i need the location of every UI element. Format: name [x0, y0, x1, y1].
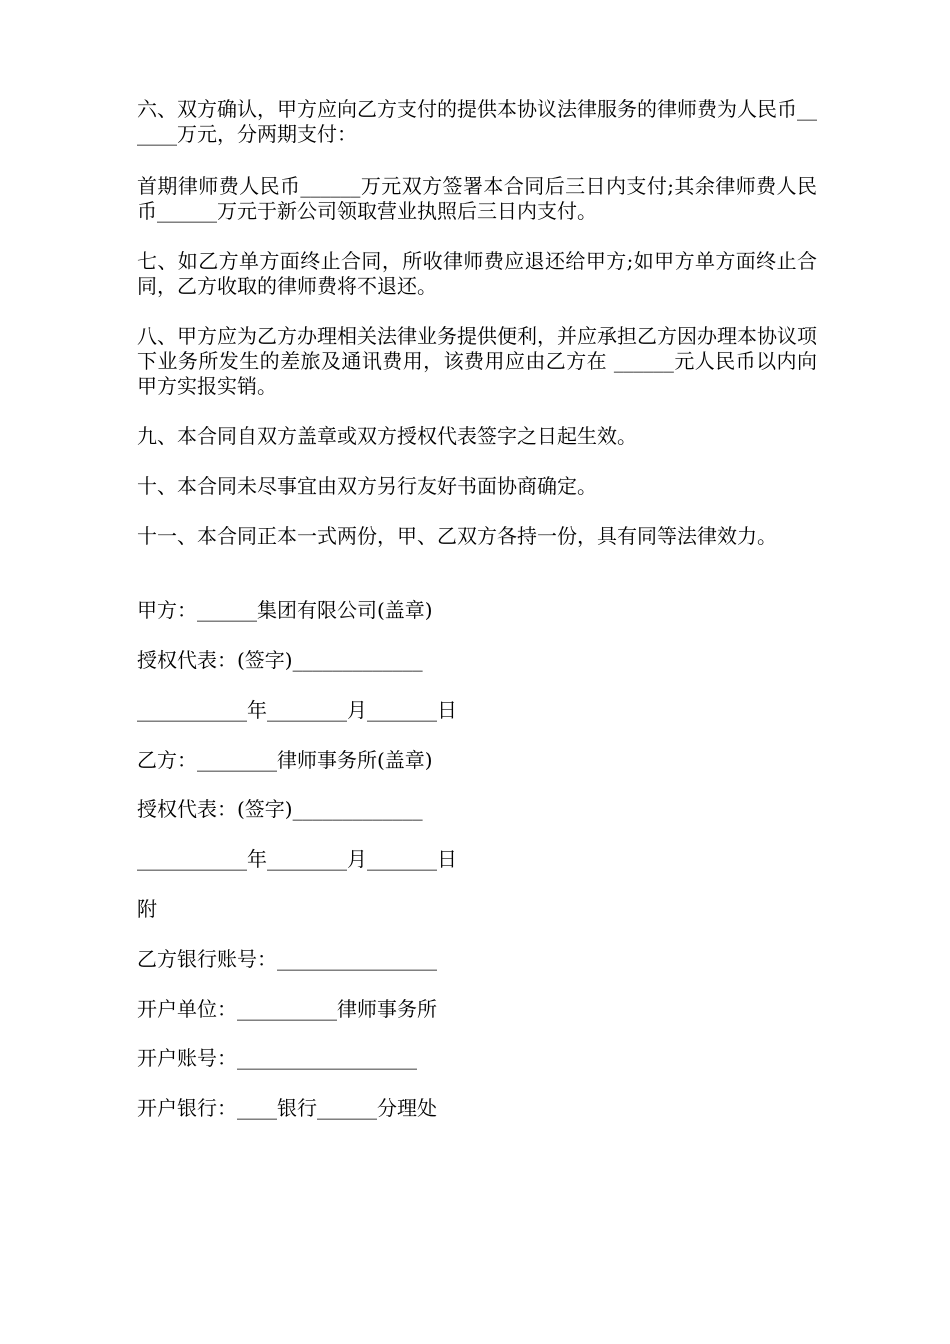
- account-number: 开户账号：__________________: [137, 1046, 417, 1070]
- clause-8-expenses: 八、甲方应为乙方办理相关法律业务提供便利，并应承担乙方因办理本协议项下业务所发生的差旅及通讯费用，该费用应由乙方在 ______元人民币以内向甲方实报实销。: [137, 324, 817, 398]
- party-a-date: ___________年________月_______日: [137, 698, 457, 722]
- party-a-representative: 授权代表：(签字)_____________: [137, 648, 423, 672]
- party-b-date: ___________年________月_______日: [137, 847, 457, 871]
- party-b-representative: 授权代表：(签字)_____________: [137, 797, 423, 821]
- fee-payment-schedule: 首期律师费人民币______万元双方签署本合同后三日内支付;其余律师费人民币______万元于新公司领取营业执照后三日内支付。: [137, 174, 817, 223]
- bank-branch: 开户银行：____银行______分理处: [137, 1096, 437, 1120]
- appendix-heading: 附: [137, 897, 157, 921]
- clause-11-copies: 十一、本合同正本一式两份，甲、乙双方各持一份，具有同等法律效力。: [137, 524, 777, 548]
- bank-account-number: 乙方银行账号：________________: [137, 947, 437, 971]
- account-holder: 开户单位：__________律师事务所: [137, 997, 437, 1021]
- clause-6-fee: 六、双方确认，甲方应向乙方支付的提供本协议法律服务的律师费为人民币______万元，分两期支付：: [137, 97, 817, 146]
- clause-9-effectiveness: 九、本合同自双方盖章或双方授权代表签字之日起生效。: [137, 424, 637, 448]
- clause-10-supplement: 十、本合同未尽事宜由双方另行友好书面协商确定。: [137, 474, 597, 498]
- party-a-line: 甲方：______集团有限公司(盖章): [137, 598, 433, 622]
- clause-7-termination: 七、如乙方单方面终止合同，所收律师费应退还给甲方;如甲方单方面终止合同，乙方收取的律师费将不退还。: [137, 249, 817, 298]
- party-b-line: 乙方：________律师事务所(盖章): [137, 748, 433, 772]
